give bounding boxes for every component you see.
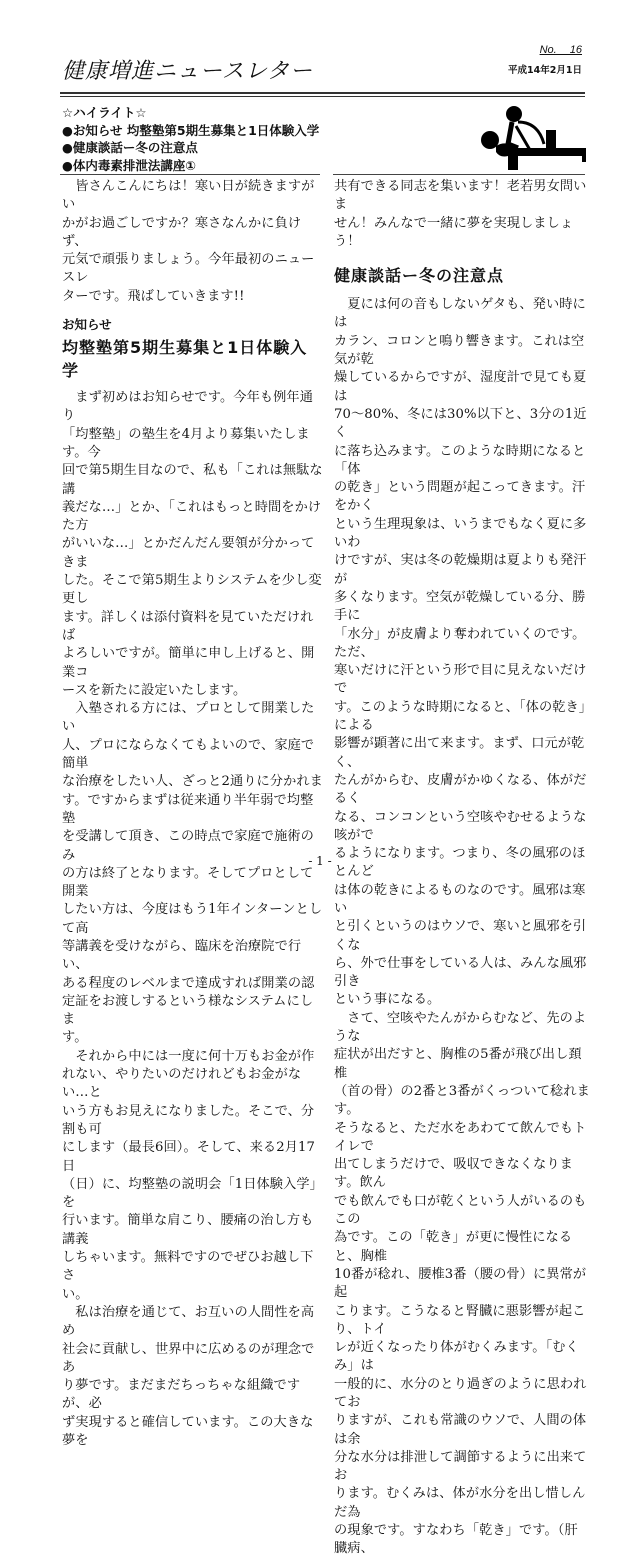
header-rule-thin bbox=[60, 96, 585, 97]
highlight-item: ●健康談話ー冬の注意点 bbox=[62, 140, 198, 155]
right-column bbox=[334, 178, 590, 1559]
column-divider-right bbox=[333, 174, 585, 175]
paragraph: 私は治療を通じて、お互いの人間性を高め 社会に貢献し、世界中に広めるのが理念であ り夢です。まだまだちっちゃな組織ですが、必 ず実現すると確信しています。この大きな夢を bbox=[62, 1304, 315, 1448]
highlights bbox=[62, 104, 319, 174]
paragraph: 夏には何の音もしないゲタも、発い時には カラン、コロンと鳴り響きます。これは空気が乾 燥しているからですが、湿度計で見ても夏は 70〜80%、冬には30%以下と、3分の1近く に落ち込みます。このような時期になると「体 の乾き」という問題が起こってきます。汗をかく という生理現象は、いうまでもなく夏に多いわ けですが、実は冬の乾燥期は夏よりも発汗が 多くなります。空気が乾燥している分、勝手に 「水分」が皮膚より奪われていくのです。ただ、 寒いだけに汗という形で目に見えないだけで す。このような時期になると、「体の乾き」による 影響が顕著に出て来ます。まず、口元が乾く、 たんがからむ、皮膚がかゆくなる、体がだるく なる、コンコンという空咳やむせるような咳がで るようになります。つまり、冬の風邪のほとんど は体の乾きによるものなのです。風邪は寒い と引くというのはウソで、寒いと風邪を引くな ら、外で仕事をしている人は、みんな風邪引き という事になる。 bbox=[334, 297, 587, 1008]
paragraph: まず初めはお知らせです。今年も例年通り 「均整塾」の塾生を4月より募集いたします。今 回で第5期生目なので、私も「これは無駄な講 義だな…」とか、「これはもっと時間をかけた方 がいいな…」とかだんだん要領が分かってきま した。そこで第5期生よりシステムを少し変更し ます。詳しくは添付資料を見ていただければ よろしいですが。簡単に申し上げると、開業コ ースを新たに設定いたします。 bbox=[62, 390, 323, 698]
page-number: - 1 - bbox=[308, 854, 332, 868]
notice-label: お知らせ bbox=[62, 317, 112, 333]
paragraph: それから中には一度に何十万もお金が作 れない、やりたいのだけれどもお金がない…と いう方もお見えになりました。そこで、分割も可 にします（最長6回）。そして、来る2月17日 （日）に、均整塾の説明会「1日体験入学」を 行います。簡単な肩こり、腰痛の治し方も講義 しちゃいます。無料ですのでぜひお越し下さ い。 bbox=[62, 1048, 323, 1302]
continued-paragraph: 共有できる同志を集います！老若男女問いま せん！みんなで一緒に夢を実現しましょう！ bbox=[334, 179, 587, 249]
intro-paragraph: 皆さんこんにちは！寒い日が続きますがい かがお過ごしですか？寒さなんかに負けず、 元気で頑張りましょう。今年最初のニュースレ ターです。飛ばしていきます!! bbox=[62, 179, 315, 304]
issue-number: No. 16 bbox=[539, 44, 582, 56]
notice-title: 均整塾第5期生募集と1日体験入学 bbox=[62, 338, 308, 381]
highlight-item: ●体内毒素排泄法講座① bbox=[62, 157, 196, 173]
column-divider-left bbox=[60, 174, 320, 175]
paragraph: さて、空咳やたんがからむなど、先のような 症状が出だすと、胸椎の5番が飛び出し頚椎 （首の骨）の2番と3番がくっついて稔れます。 そうなると、ただ水をあわてて飲んでもトイレで 出てしまうだけで、吸収できなくなります。飲ん でも飲んでも口が乾くという人がいるのもこの 為です。この「乾き」が更に慢性になると、胸椎 10番が稔れ、腰椎3番（腰の骨）に異常が起 こります。こうなると腎臓に悪影響が起こり、トイ レが近くなったり体がむくみます。「むくみ」は 一般的に、水分のとり過ぎのように思われてお りますが、これも常識のウソで、人間の体は余 分な水分は排泄して調節するように出来てお ります。むくみは、体が水分を出し惜しんだ為 の現象です。すなわち「乾き」です。（肝臓病、 bbox=[334, 1010, 590, 1557]
highlight-item: ●お知らせ 均整塾第5期生募集と1日体験入学 bbox=[62, 122, 320, 138]
newsletter-title: 健康増進ニュースレター bbox=[62, 59, 314, 84]
header-rule bbox=[60, 92, 585, 94]
paragraph: 入塾される方には、プロとして開業したい 人、プロにならなくてもよいので、家庭で簡単 な治療をしたい人、ざっと2通りに分かれま す。ですからまずは従来通り半年弱で均整塾 を受講して頂き、この時点で家庭で施術のみ の方は終了となります。そしてプロとして開業 したい方は、今度はもう1年インターンとして高 等講義を受けながら、臨床を治療院で行い、 ある程度のレベルまで達成すれば開業の認 定証をお渡しするという様なシステムにしま す。 bbox=[62, 701, 323, 1046]
health-talk-title: 健康談話ー冬の注意点 bbox=[334, 266, 505, 286]
highlights-heading: ☆ハイライト☆ bbox=[62, 105, 147, 120]
issue-date: 平成14年2月1日 bbox=[508, 65, 582, 76]
massage-therapist-icon bbox=[478, 104, 588, 170]
left-column bbox=[62, 178, 324, 1450]
